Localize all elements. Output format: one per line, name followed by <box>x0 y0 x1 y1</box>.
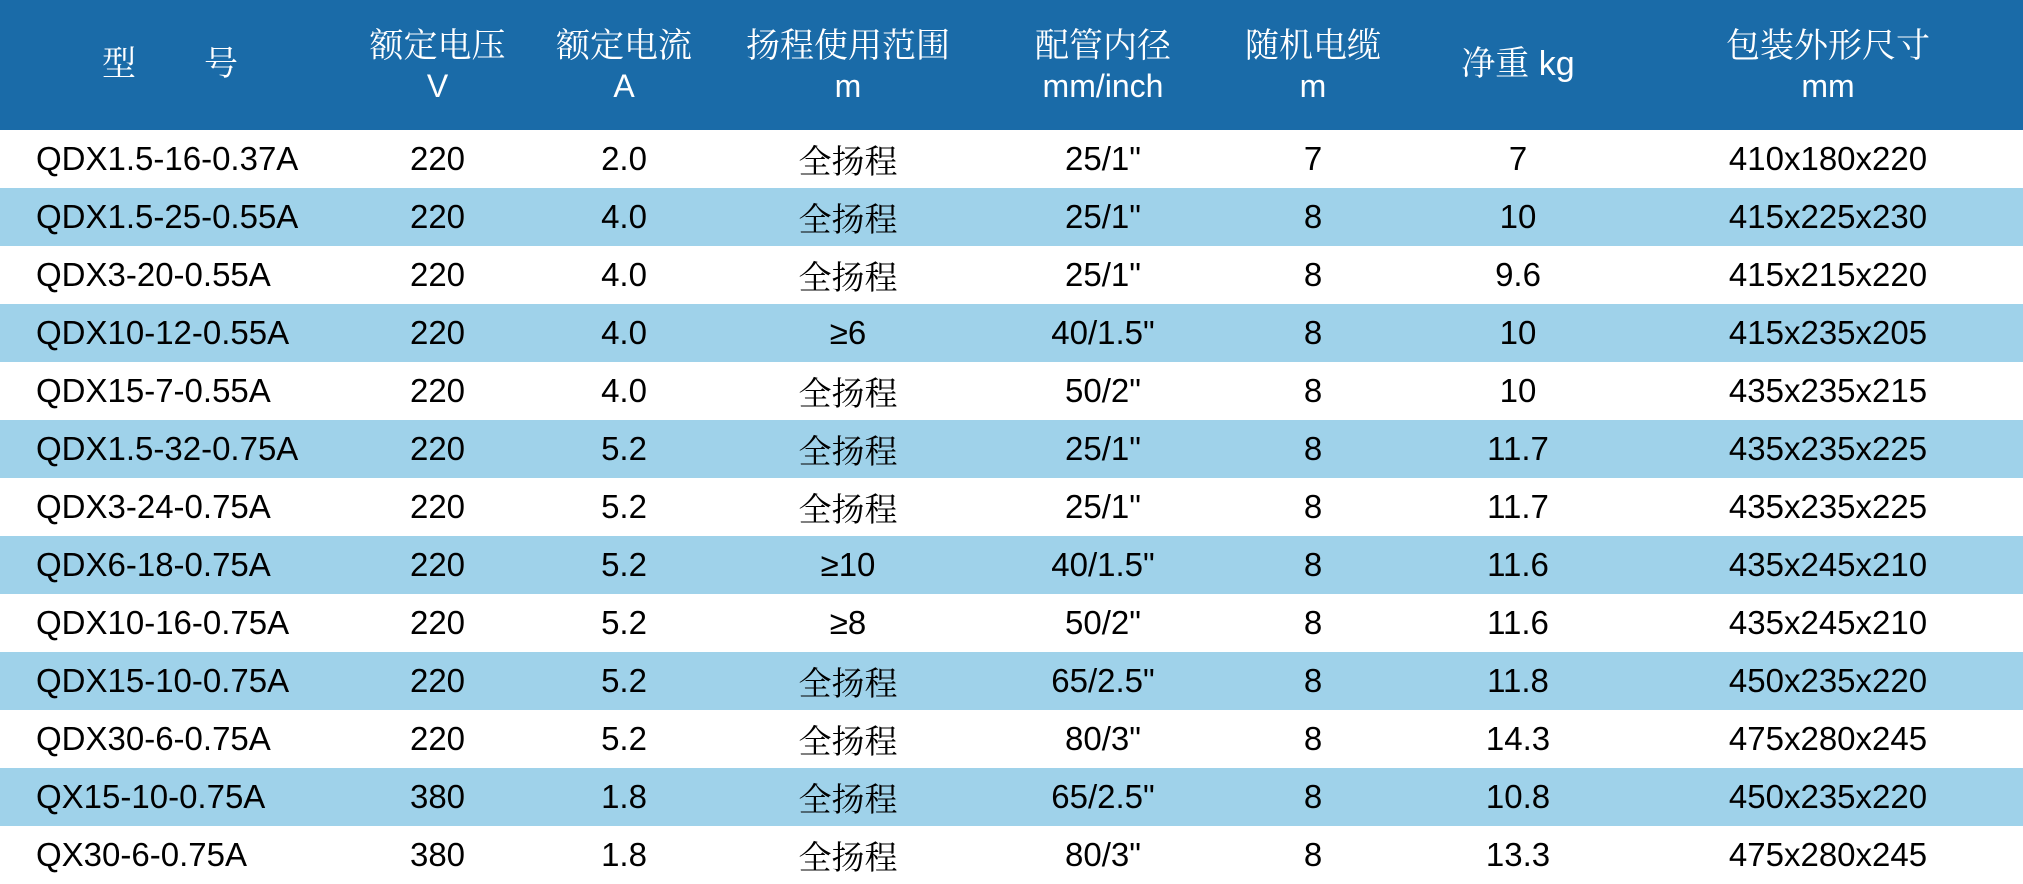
column-header-current <box>535 0 713 130</box>
cell-cable: 8 <box>1223 768 1403 826</box>
cell-net-weight: 10 <box>1403 362 1633 420</box>
cell-model: QDX30-6-0.75A <box>0 710 340 768</box>
cell-net-weight: 14.3 <box>1403 710 1633 768</box>
table-row <box>0 420 2023 478</box>
cell-head-range: 全扬程 <box>713 826 983 884</box>
cell-cable: 8 <box>1223 652 1403 710</box>
cell-cable: 8 <box>1223 710 1403 768</box>
cell-pipe-diameter: 50/2" <box>983 362 1223 420</box>
table-row <box>0 594 2023 652</box>
cell-pipe-diameter: 25/1" <box>983 246 1223 304</box>
cell-current: 5.2 <box>535 594 713 652</box>
cell-cable: 8 <box>1223 478 1403 536</box>
cell-current: 4.0 <box>535 188 713 246</box>
column-header-voltage-title: 额定电压 <box>369 26 506 65</box>
cell-voltage: 220 <box>340 188 535 246</box>
cell-head-range: 全扬程 <box>713 362 983 420</box>
cell-pipe-diameter: 25/1" <box>983 188 1223 246</box>
table-header <box>0 0 2023 130</box>
cell-model: QX30-6-0.75A <box>0 826 340 884</box>
cell-voltage: 220 <box>340 594 535 652</box>
cell-pipe-diameter: 25/1" <box>983 478 1223 536</box>
cell-current: 1.8 <box>535 768 713 826</box>
cell-package-size: 435x245x210 <box>1633 594 2023 652</box>
cell-head-range: ≥8 <box>713 594 983 652</box>
cell-model: QX15-10-0.75A <box>0 768 340 826</box>
cell-cable: 8 <box>1223 304 1403 362</box>
cell-package-size: 435x235x225 <box>1633 420 2023 478</box>
cell-head-range: 全扬程 <box>713 246 983 304</box>
table-body <box>0 130 2023 884</box>
cell-head-range: ≥10 <box>713 536 983 594</box>
table-row <box>0 768 2023 826</box>
cell-voltage: 220 <box>340 246 535 304</box>
cell-current: 5.2 <box>535 536 713 594</box>
cell-package-size: 475x280x245 <box>1633 710 2023 768</box>
cell-voltage: 220 <box>340 420 535 478</box>
column-header-pipe-diameter-unit: mm/inch <box>1042 68 1164 105</box>
cell-pipe-diameter: 40/1.5" <box>983 536 1223 594</box>
cell-current: 1.8 <box>535 826 713 884</box>
column-header-head-range-unit: m <box>834 68 862 105</box>
cell-model: QDX3-20-0.55A <box>0 246 340 304</box>
cell-model: QDX10-12-0.55A <box>0 304 340 362</box>
cell-current: 2.0 <box>535 130 713 188</box>
table-row <box>0 304 2023 362</box>
table-row <box>0 478 2023 536</box>
cell-net-weight: 13.3 <box>1403 826 1633 884</box>
column-header-package-size-title: 包装外形尺寸 <box>1726 26 1930 65</box>
cell-voltage: 220 <box>340 362 535 420</box>
cell-cable: 8 <box>1223 826 1403 884</box>
cell-package-size: 435x235x215 <box>1633 362 2023 420</box>
column-header-cable-unit: m <box>1299 68 1327 105</box>
table-row <box>0 362 2023 420</box>
cell-net-weight: 10.8 <box>1403 768 1633 826</box>
cell-cable: 7 <box>1223 130 1403 188</box>
column-header-model <box>0 0 340 130</box>
cell-pipe-diameter: 40/1.5" <box>983 304 1223 362</box>
column-header-head-range-title: 扬程使用范围 <box>746 26 950 65</box>
cell-voltage: 220 <box>340 130 535 188</box>
cell-net-weight: 9.6 <box>1403 246 1633 304</box>
table-row <box>0 536 2023 594</box>
cell-current: 5.2 <box>535 478 713 536</box>
cell-cable: 8 <box>1223 188 1403 246</box>
cell-pipe-diameter: 80/3" <box>983 710 1223 768</box>
cell-net-weight: 7 <box>1403 130 1633 188</box>
cell-head-range: 全扬程 <box>713 478 983 536</box>
cell-cable: 8 <box>1223 246 1403 304</box>
cell-head-range: 全扬程 <box>713 188 983 246</box>
cell-package-size: 415x235x205 <box>1633 304 2023 362</box>
column-header-current-title: 额定电流 <box>556 26 692 65</box>
column-header-head-range <box>713 0 983 130</box>
cell-current: 5.2 <box>535 652 713 710</box>
cell-voltage: 220 <box>340 652 535 710</box>
table-header-row <box>0 0 2023 130</box>
cell-pipe-diameter: 25/1" <box>983 420 1223 478</box>
cell-voltage: 380 <box>340 768 535 826</box>
cell-pipe-diameter: 65/2.5" <box>983 652 1223 710</box>
cell-cable: 8 <box>1223 594 1403 652</box>
column-header-cable <box>1223 0 1403 130</box>
table-row <box>0 130 2023 188</box>
cell-package-size: 435x245x210 <box>1633 536 2023 594</box>
cell-model: QDX15-10-0.75A <box>0 652 340 710</box>
cell-net-weight: 11.6 <box>1403 594 1633 652</box>
cell-pipe-diameter: 80/3" <box>983 826 1223 884</box>
cell-cable: 8 <box>1223 362 1403 420</box>
cell-head-range: 全扬程 <box>713 652 983 710</box>
cell-model: QDX1.5-32-0.75A <box>0 420 340 478</box>
cell-package-size: 450x235x220 <box>1633 768 2023 826</box>
cell-current: 4.0 <box>535 246 713 304</box>
cell-voltage: 380 <box>340 826 535 884</box>
table-row <box>0 246 2023 304</box>
column-header-model-title: 型 号 <box>102 45 238 84</box>
cell-net-weight: 11.8 <box>1403 652 1633 710</box>
cell-pipe-diameter: 25/1" <box>983 130 1223 188</box>
cell-head-range: 全扬程 <box>713 130 983 188</box>
cell-model: QDX3-24-0.75A <box>0 478 340 536</box>
cell-package-size: 435x235x225 <box>1633 478 2023 536</box>
cell-cable: 8 <box>1223 420 1403 478</box>
cell-model: QDX10-16-0.75A <box>0 594 340 652</box>
cell-head-range: 全扬程 <box>713 710 983 768</box>
column-header-current-unit: A <box>613 68 635 105</box>
column-header-pipe-diameter-title: 配管内径 <box>1035 26 1171 65</box>
cell-package-size: 450x235x220 <box>1633 652 2023 710</box>
column-header-net-weight <box>1403 0 1633 130</box>
cell-package-size: 475x280x245 <box>1633 826 2023 884</box>
cell-net-weight: 10 <box>1403 304 1633 362</box>
cell-current: 5.2 <box>535 710 713 768</box>
column-header-voltage-unit: V <box>426 68 449 105</box>
cell-net-weight: 11.7 <box>1403 420 1633 478</box>
cell-net-weight: 11.7 <box>1403 478 1633 536</box>
cell-package-size: 415x225x230 <box>1633 188 2023 246</box>
cell-pipe-diameter: 65/2.5" <box>983 768 1223 826</box>
column-header-cable-title: 随机电缆 <box>1245 26 1381 65</box>
cell-net-weight: 11.6 <box>1403 536 1633 594</box>
cell-head-range: 全扬程 <box>713 768 983 826</box>
cell-package-size: 415x215x220 <box>1633 246 2023 304</box>
column-header-net-weight-title: 净重 kg <box>1461 45 1575 84</box>
cell-model: QDX1.5-25-0.55A <box>0 188 340 246</box>
column-header-package-size <box>1633 0 2023 130</box>
cell-net-weight: 10 <box>1403 188 1633 246</box>
cell-head-range: ≥6 <box>713 304 983 362</box>
column-header-package-size-unit: mm <box>1801 68 1855 105</box>
cell-pipe-diameter: 50/2" <box>983 594 1223 652</box>
table-row <box>0 188 2023 246</box>
cell-voltage: 220 <box>340 478 535 536</box>
cell-current: 5.2 <box>535 420 713 478</box>
cell-voltage: 220 <box>340 304 535 362</box>
column-header-voltage <box>340 0 535 130</box>
cell-cable: 8 <box>1223 536 1403 594</box>
cell-voltage: 220 <box>340 536 535 594</box>
cell-current: 4.0 <box>535 362 713 420</box>
cell-model: QDX15-7-0.55A <box>0 362 340 420</box>
cell-model: QDX1.5-16-0.37A <box>0 130 340 188</box>
cell-model: QDX6-18-0.75A <box>0 536 340 594</box>
cell-current: 4.0 <box>535 304 713 362</box>
table-row <box>0 826 2023 884</box>
column-header-pipe-diameter <box>983 0 1223 130</box>
table-row <box>0 710 2023 768</box>
table-row <box>0 652 2023 710</box>
cell-head-range: 全扬程 <box>713 420 983 478</box>
cell-package-size: 410x180x220 <box>1633 130 2023 188</box>
cell-voltage: 220 <box>340 710 535 768</box>
